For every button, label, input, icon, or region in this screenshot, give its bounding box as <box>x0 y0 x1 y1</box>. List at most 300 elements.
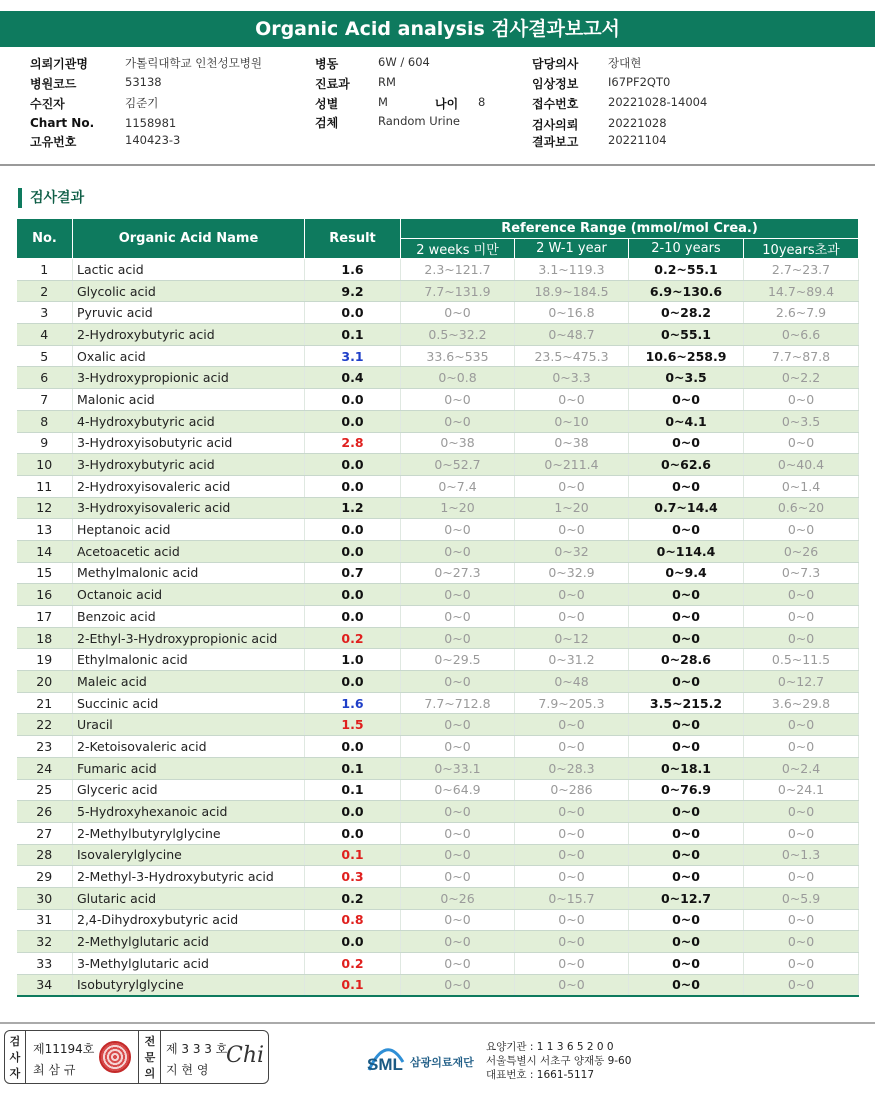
info-value: 가톨릭대학교 인천성모병원 <box>125 56 262 70</box>
result-value: 0.2 <box>305 887 401 909</box>
ref-range-2weeks: 0~0 <box>401 844 515 866</box>
row-number: 23 <box>17 736 73 758</box>
table-row <box>17 866 859 888</box>
ref-range-2w1y: 23.5~475.3 <box>515 345 629 367</box>
specialist-name: 지 현 영 <box>166 1063 209 1077</box>
info-value: I67PF2QT0 <box>608 75 671 89</box>
ref-range-10y: 0~0 <box>744 606 859 628</box>
table-row <box>17 584 859 606</box>
logo-abbr: SML <box>367 1055 403 1074</box>
result-value: 9.2 <box>305 280 401 302</box>
ref-range-2weeks: 0~0 <box>401 953 515 975</box>
info-value: 20221028-14004 <box>608 95 708 109</box>
table-row <box>17 302 859 324</box>
row-number: 14 <box>17 540 73 562</box>
ref-range-2weeks: 0~7.4 <box>401 475 515 497</box>
result-value: 1.6 <box>305 259 401 281</box>
info-value: RM <box>378 75 396 89</box>
ref-range-10y: 0~12.7 <box>744 671 859 693</box>
signature-divider <box>160 1031 161 1083</box>
ref-range-2-10y: 0~0 <box>629 671 744 693</box>
row-number: 34 <box>17 974 73 996</box>
ref-range-2-10y: 0~0 <box>629 584 744 606</box>
info-label: 결과보고 <box>532 135 579 149</box>
row-number: 5 <box>17 345 73 367</box>
ref-range-2-10y: 0~0 <box>629 432 744 454</box>
ref-range-2-10y: 0~0 <box>629 714 744 736</box>
ref-range-10y: 7.7~87.8 <box>744 345 859 367</box>
result-value: 0.0 <box>305 584 401 606</box>
ref-range-2weeks: 0~0 <box>401 931 515 953</box>
acid-name: Methylmalonic acid <box>73 562 305 584</box>
acid-name: 2-Hydroxybutyric acid <box>73 324 305 346</box>
ref-range-2-10y: 0~0 <box>629 909 744 931</box>
ref-range-2w1y: 1~20 <box>515 497 629 519</box>
row-number: 8 <box>17 410 73 432</box>
info-label: 성별 <box>315 97 339 111</box>
table-row <box>17 259 859 281</box>
table-row <box>17 606 859 628</box>
ref-range-10y: 14.7~89.4 <box>744 280 859 302</box>
info-value: 53138 <box>125 75 162 89</box>
acid-name: 3-Hydroxyisovaleric acid <box>73 497 305 519</box>
ref-range-2w1y: 0~0 <box>515 844 629 866</box>
result-value: 0.1 <box>305 844 401 866</box>
ref-range-2-10y: 0~0 <box>629 822 744 844</box>
table-row <box>17 367 859 389</box>
acid-name: 2-Hydroxyisovaleric acid <box>73 475 305 497</box>
ref-range-10y: 2.6~7.9 <box>744 302 859 324</box>
acid-name: 4-Hydroxybutyric acid <box>73 410 305 432</box>
acid-name: Succinic acid <box>73 692 305 714</box>
ref-range-2-10y: 0~0 <box>629 606 744 628</box>
ref-range-2-10y: 0~0 <box>629 931 744 953</box>
inspector-name: 최 삼 규 <box>33 1063 76 1077</box>
ref-range-2-10y: 0~12.7 <box>629 887 744 909</box>
ref-range-2weeks: 0~52.7 <box>401 454 515 476</box>
seal-stamp-icon <box>99 1041 131 1073</box>
ref-range-2weeks: 0~26 <box>401 887 515 909</box>
ref-range-2-10y: 0~4.1 <box>629 410 744 432</box>
ref-range-10y: 0~26 <box>744 540 859 562</box>
ref-range-2-10y: 0~0 <box>629 519 744 541</box>
header-result: Result <box>305 219 401 259</box>
info-label: 병동 <box>315 57 339 71</box>
ref-range-2w1y: 0~32 <box>515 540 629 562</box>
result-value: 1.6 <box>305 692 401 714</box>
row-number: 26 <box>17 801 73 823</box>
table-row <box>17 822 859 844</box>
logo-name: 삼광의료재단 <box>410 1056 474 1069</box>
acid-name: Maleic acid <box>73 671 305 693</box>
result-value: 0.0 <box>305 736 401 758</box>
ref-range-10y: 0~24.1 <box>744 779 859 801</box>
info-label: 수진자 <box>30 97 65 111</box>
ref-range-2weeks: 0~0 <box>401 974 515 996</box>
row-number: 21 <box>17 692 73 714</box>
ref-range-2w1y: 0~0 <box>515 606 629 628</box>
results-body <box>17 259 859 996</box>
ref-range-2w1y: 0~211.4 <box>515 454 629 476</box>
ref-range-2-10y: 6.9~130.6 <box>629 280 744 302</box>
specialist-number: 제 3 3 3 호 <box>166 1042 228 1056</box>
table-row <box>17 974 859 996</box>
row-number: 2 <box>17 280 73 302</box>
ref-range-2weeks: 0~38 <box>401 432 515 454</box>
table-row <box>17 887 859 909</box>
contact-line: 대표번호 : 1661-5117 <box>486 1069 595 1081</box>
result-value: 0.7 <box>305 562 401 584</box>
ref-range-10y: 0~0 <box>744 931 859 953</box>
table-row <box>17 779 859 801</box>
ref-range-2-10y: 0~76.9 <box>629 779 744 801</box>
ref-range-2weeks: 0~0 <box>401 584 515 606</box>
ref-range-10y: 0~0 <box>744 974 859 996</box>
row-number: 18 <box>17 627 73 649</box>
ref-range-2-10y: 0~55.1 <box>629 324 744 346</box>
row-number: 6 <box>17 367 73 389</box>
table-row <box>17 627 859 649</box>
ref-range-10y: 0~1.4 <box>744 475 859 497</box>
ref-range-2w1y: 0~31.2 <box>515 649 629 671</box>
ref-range-2-10y: 0.7~14.4 <box>629 497 744 519</box>
ref-range-2weeks: 0~0 <box>401 866 515 888</box>
ref-range-2weeks: 0~0 <box>401 606 515 628</box>
ref-range-2-10y: 0~9.4 <box>629 562 744 584</box>
ref-range-2weeks: 33.6~535 <box>401 345 515 367</box>
table-row <box>17 324 859 346</box>
ref-range-2w1y: 3.1~119.3 <box>515 259 629 281</box>
info-label: 고유번호 <box>30 135 77 149</box>
ref-range-10y: 0~6.6 <box>744 324 859 346</box>
acid-name: Fumaric acid <box>73 757 305 779</box>
ref-range-2w1y: 0~286 <box>515 779 629 801</box>
ref-range-2-10y: 0~0 <box>629 475 744 497</box>
ref-range-2w1y: 7.9~205.3 <box>515 692 629 714</box>
table-row <box>17 953 859 975</box>
ref-range-2-10y: 0~0 <box>629 736 744 758</box>
ref-range-2-10y: 0~0 <box>629 844 744 866</box>
age-label: 나이 <box>435 97 459 111</box>
result-value: 0.0 <box>305 475 401 497</box>
section-title: 검사결과 <box>18 188 84 208</box>
ref-range-10y: 0.5~11.5 <box>744 649 859 671</box>
ref-range-2w1y: 0~0 <box>515 389 629 411</box>
acid-name: 2-Methyl-3-Hydroxybutyric acid <box>73 866 305 888</box>
ref-range-2-10y: 0~114.4 <box>629 540 744 562</box>
acid-name: Oxalic acid <box>73 345 305 367</box>
row-number: 13 <box>17 519 73 541</box>
ref-range-2-10y: 0~28.6 <box>629 649 744 671</box>
ref-range-2w1y: 0~48 <box>515 671 629 693</box>
result-value: 0.0 <box>305 454 401 476</box>
result-value: 0.2 <box>305 627 401 649</box>
signature-box <box>4 1030 269 1084</box>
ref-range-2-10y: 0~0 <box>629 953 744 975</box>
ref-range-10y: 0~1.3 <box>744 844 859 866</box>
ref-range-2weeks: 0~0 <box>401 909 515 931</box>
patient-info <box>30 55 870 155</box>
table-row <box>17 671 859 693</box>
ref-range-2w1y: 0~12 <box>515 627 629 649</box>
acid-name: 2,4-Dihydroxybutyric acid <box>73 909 305 931</box>
table-row <box>17 736 859 758</box>
table-row <box>17 801 859 823</box>
info-value: 1158981 <box>125 116 177 130</box>
row-number: 3 <box>17 302 73 324</box>
result-value: 3.1 <box>305 345 401 367</box>
result-value: 0.4 <box>305 367 401 389</box>
row-number: 19 <box>17 649 73 671</box>
ref-range-10y: 0~0 <box>744 432 859 454</box>
ref-range-2w1y: 0~15.7 <box>515 887 629 909</box>
ref-range-10y: 0~0 <box>744 801 859 823</box>
contact-info <box>486 1040 631 1082</box>
ref-range-2w1y: 0~0 <box>515 714 629 736</box>
ref-range-2weeks: 0~0 <box>401 714 515 736</box>
table-row <box>17 909 859 931</box>
info-value: Random Urine <box>378 114 460 128</box>
row-number: 16 <box>17 584 73 606</box>
ref-range-2w1y: 0~0 <box>515 475 629 497</box>
ref-range-2-10y: 0~18.1 <box>629 757 744 779</box>
ref-range-10y: 0.6~20 <box>744 497 859 519</box>
info-label: Chart No. <box>30 116 95 130</box>
acid-name: 3-Hydroxyisobutyric acid <box>73 432 305 454</box>
ref-range-10y: 0~0 <box>744 584 859 606</box>
info-label: 담당의사 <box>532 57 579 71</box>
ref-range-10y: 3.6~29.8 <box>744 692 859 714</box>
ref-range-2-10y: 0~0 <box>629 866 744 888</box>
info-label: 검체 <box>315 116 339 130</box>
ref-range-2weeks: 0~29.5 <box>401 649 515 671</box>
row-number: 15 <box>17 562 73 584</box>
ref-range-10y: 0~5.9 <box>744 887 859 909</box>
table-row <box>17 345 859 367</box>
row-number: 30 <box>17 887 73 909</box>
acid-name: 2-Ketoisovaleric acid <box>73 736 305 758</box>
signature-divider <box>138 1031 139 1083</box>
info-label: 진료과 <box>315 77 350 91</box>
ref-range-10y: 0~0 <box>744 389 859 411</box>
result-value: 2.8 <box>305 432 401 454</box>
ref-range-2weeks: 0~0 <box>401 519 515 541</box>
table-row <box>17 410 859 432</box>
table-row <box>17 540 859 562</box>
info-value: 20221028 <box>608 116 667 130</box>
info-label: 임상정보 <box>532 77 579 91</box>
row-number: 4 <box>17 324 73 346</box>
ref-range-2weeks: 0~0 <box>401 736 515 758</box>
ref-range-10y: 0~0 <box>744 822 859 844</box>
ref-range-2-10y: 0~0 <box>629 974 744 996</box>
ref-range-10y: 0~0 <box>744 736 859 758</box>
results-table <box>16 218 859 997</box>
result-value: 0.0 <box>305 931 401 953</box>
report-title: Organic Acid analysis 검사결과보고서 <box>0 11 875 47</box>
table-row <box>17 692 859 714</box>
ref-range-2w1y: 0~0 <box>515 974 629 996</box>
ref-range-2weeks: 0.5~32.2 <box>401 324 515 346</box>
result-value: 1.5 <box>305 714 401 736</box>
info-value: 김준기 <box>125 96 159 110</box>
row-number: 29 <box>17 866 73 888</box>
acid-name: Glutaric acid <box>73 887 305 909</box>
info-label: 의뢰기관명 <box>30 57 88 71</box>
row-number: 12 <box>17 497 73 519</box>
ref-range-2w1y: 0~0 <box>515 584 629 606</box>
acid-name: Uracil <box>73 714 305 736</box>
ref-range-10y: 0~0 <box>744 627 859 649</box>
ref-range-2weeks: 0~64.9 <box>401 779 515 801</box>
inspector-label: 검사자 <box>9 1035 21 1080</box>
table-row <box>17 497 859 519</box>
acid-name: 5-Hydroxyhexanoic acid <box>73 801 305 823</box>
ref-range-2weeks: 0~27.3 <box>401 562 515 584</box>
info-value: 6W / 604 <box>378 55 430 69</box>
signature-mark: Chi <box>226 1043 265 1068</box>
ref-range-2w1y: 0~0 <box>515 822 629 844</box>
ref-range-10y: 0~7.3 <box>744 562 859 584</box>
ref-range-10y: 0~0 <box>744 953 859 975</box>
ref-range-10y: 0~0 <box>744 866 859 888</box>
ref-range-2-10y: 0~62.6 <box>629 454 744 476</box>
ref-range-2-10y: 0~3.5 <box>629 367 744 389</box>
result-value: 0.1 <box>305 324 401 346</box>
result-value: 1.2 <box>305 497 401 519</box>
acid-name: Benzoic acid <box>73 606 305 628</box>
ref-range-2w1y: 0~32.9 <box>515 562 629 584</box>
ref-range-10y: 2.7~23.7 <box>744 259 859 281</box>
ref-range-2w1y: 0~0 <box>515 736 629 758</box>
ref-range-10y: 0~40.4 <box>744 454 859 476</box>
footer-divider <box>0 1022 875 1024</box>
result-value: 0.0 <box>305 410 401 432</box>
ref-range-2-10y: 10.6~258.9 <box>629 345 744 367</box>
ref-range-2-10y: 0.2~55.1 <box>629 259 744 281</box>
result-value: 0.1 <box>305 779 401 801</box>
ref-range-2-10y: 0~0 <box>629 801 744 823</box>
row-number: 25 <box>17 779 73 801</box>
row-number: 11 <box>17 475 73 497</box>
info-value: 20221104 <box>608 133 667 147</box>
ref-range-2weeks: 7.7~131.9 <box>401 280 515 302</box>
ref-range-2weeks: 0~0 <box>401 410 515 432</box>
ref-range-2w1y: 0~0 <box>515 931 629 953</box>
acid-name: 3-Methylglutaric acid <box>73 953 305 975</box>
acid-name: Glyceric acid <box>73 779 305 801</box>
result-value: 0.0 <box>305 389 401 411</box>
ref-range-2-10y: 0~28.2 <box>629 302 744 324</box>
table-row <box>17 432 859 454</box>
info-label: 접수번호 <box>532 97 579 111</box>
ref-range-10y: 0~0 <box>744 519 859 541</box>
table-row <box>17 519 859 541</box>
acid-name: Octanoic acid <box>73 584 305 606</box>
ref-range-2weeks: 7.7~712.8 <box>401 692 515 714</box>
table-row <box>17 389 859 411</box>
info-label: 검사의뢰 <box>532 118 579 132</box>
table-row <box>17 562 859 584</box>
contact-line: 서울특별시 서초구 양재동 9-60 <box>486 1055 632 1067</box>
result-value: 1.0 <box>305 649 401 671</box>
ref-range-2weeks: 0~0 <box>401 822 515 844</box>
acid-name: Pyruvic acid <box>73 302 305 324</box>
age-value: 8 <box>478 95 486 109</box>
result-value: 0.0 <box>305 540 401 562</box>
table-row <box>17 757 859 779</box>
acid-name: Heptanoic acid <box>73 519 305 541</box>
ref-range-2weeks: 2.3~121.7 <box>401 259 515 281</box>
ref-range-2w1y: 0~0 <box>515 866 629 888</box>
header-reference: Reference Range (mmol/mol Crea.) <box>401 219 859 239</box>
row-number: 17 <box>17 606 73 628</box>
inspector-number: 제11194호 <box>33 1042 95 1056</box>
ref-range-2w1y: 0~38 <box>515 432 629 454</box>
table-row <box>17 931 859 953</box>
header-ref-10y: 10years초과 <box>744 239 859 259</box>
ref-range-2w1y: 0~28.3 <box>515 757 629 779</box>
header-ref-2-10y: 2-10 years <box>629 239 744 259</box>
row-number: 24 <box>17 757 73 779</box>
row-number: 33 <box>17 953 73 975</box>
ref-range-2w1y: 0~0 <box>515 519 629 541</box>
result-value: 0.1 <box>305 974 401 996</box>
row-number: 32 <box>17 931 73 953</box>
ref-range-10y: 0~3.5 <box>744 410 859 432</box>
info-value: M <box>378 95 388 109</box>
row-number: 22 <box>17 714 73 736</box>
ref-range-2weeks: 1~20 <box>401 497 515 519</box>
sml-logo-icon <box>365 1040 407 1080</box>
ref-range-2w1y: 0~0 <box>515 801 629 823</box>
result-value: 0.3 <box>305 866 401 888</box>
ref-range-2weeks: 0~0 <box>401 627 515 649</box>
ref-range-10y: 0~0 <box>744 714 859 736</box>
ref-range-2weeks: 0~0 <box>401 389 515 411</box>
ref-range-2weeks: 0~0 <box>401 671 515 693</box>
header-ref-2w1y: 2 W-1 year <box>515 239 629 259</box>
result-value: 0.0 <box>305 519 401 541</box>
acid-name: Malonic acid <box>73 389 305 411</box>
info-label: 병원코드 <box>30 77 77 91</box>
acid-name: Isobutyrylglycine <box>73 974 305 996</box>
row-number: 9 <box>17 432 73 454</box>
table-row <box>17 714 859 736</box>
acid-name: 3-Hydroxybutyric acid <box>73 454 305 476</box>
contact-line: 요양기관 : 1 1 3 6 5 2 0 0 <box>486 1041 614 1053</box>
company-logo <box>365 1040 485 1080</box>
ref-range-10y: 0~2.2 <box>744 367 859 389</box>
acid-name: 2-Methylglutaric acid <box>73 931 305 953</box>
ref-range-2w1y: 0~16.8 <box>515 302 629 324</box>
table-row <box>17 844 859 866</box>
ref-range-2w1y: 0~48.7 <box>515 324 629 346</box>
ref-range-2w1y: 0~3.3 <box>515 367 629 389</box>
ref-range-10y: 0~2.4 <box>744 757 859 779</box>
row-number: 28 <box>17 844 73 866</box>
table-row <box>17 475 859 497</box>
acid-name: Isovalerylglycine <box>73 844 305 866</box>
acid-name: 2-Ethyl-3-Hydroxypropionic acid <box>73 627 305 649</box>
row-number: 10 <box>17 454 73 476</box>
specialist-label: 전문의 <box>144 1035 156 1080</box>
ref-range-10y: 0~0 <box>744 909 859 931</box>
result-value: 0.0 <box>305 606 401 628</box>
header-ref-2weeks: 2 weeks 미만 <box>401 239 515 259</box>
ref-range-2-10y: 3.5~215.2 <box>629 692 744 714</box>
ref-range-2weeks: 0~0 <box>401 801 515 823</box>
